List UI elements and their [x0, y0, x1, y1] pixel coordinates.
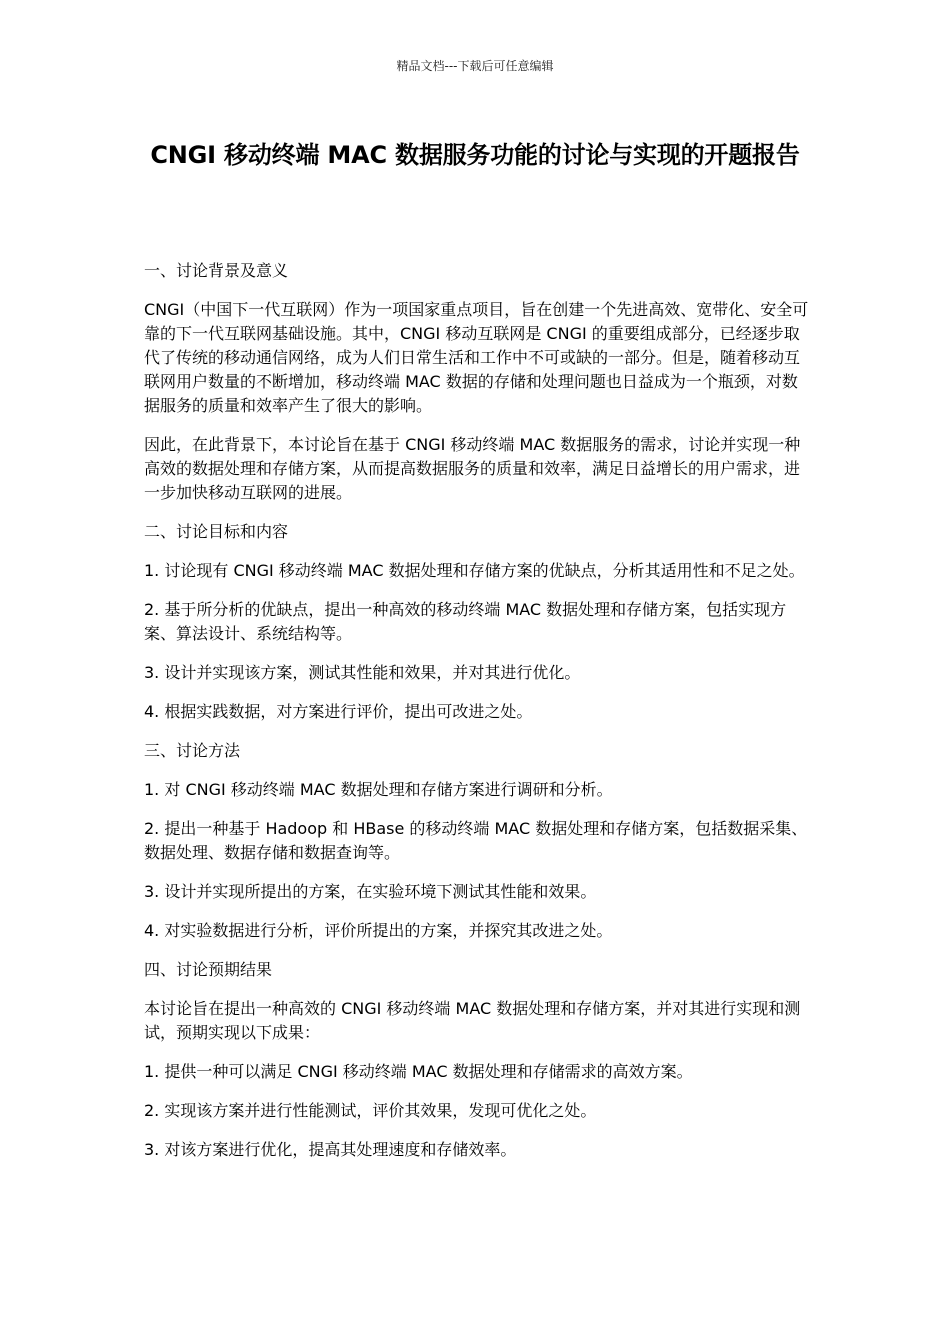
list-item: 4. 对实验数据进行分析，评价所提出的方案，并探究其改进之处。: [144, 921, 613, 940]
section-heading-goals: 二、讨论目标和内容: [144, 522, 289, 541]
paragraph: 因此，在此背景下，本讨论旨在基于 CNGI 移动终端 MAC 数据服务的需求，讨论并实现一种高效的数据处理和存储方案，从而提高数据服务的质量和效率，满足日益增长的用户需求，进一步加快移动互联网的进展。: [144, 435, 801, 502]
list-item: 1. 对 CNGI 移动终端 MAC 数据处理和存储方案进行调研和分析。: [144, 780, 613, 799]
list-item: 3. 设计并实现所提出的方案，在实验环境下测试其性能和效果。: [144, 882, 597, 901]
list-item: 3. 对该方案进行优化，提高其处理速度和存储效率。: [144, 1140, 517, 1159]
section-heading-results: 四、讨论预期结果: [144, 960, 273, 979]
section-heading-background: 一、讨论背景及意义: [144, 261, 289, 280]
list-item: 2. 提出一种基于 Hadoop 和 HBase 的移动终端 MAC 数据处理和存储方案，包括数据采集、数据处理、数据存储和数据查询等。: [144, 819, 808, 862]
list-item: 3. 设计并实现该方案，测试其性能和效果，并对其进行优化。: [144, 663, 581, 682]
paragraph: CNGI（中国下一代互联网）作为一项国家重点项目，旨在创建一个先进高效、宽带化、安全可靠的下一代互联网基础设施。其中，CNGI 移动互联网是 CNGI 的重要组成部分，已经逐步取代了传统的移动通信网络，成为人们日常生活和工作中不可或缺的一部分。但是，随着移动互联网用户数量的不断增加，移动终端 MAC 数据的存储和处理问题也日益成为一个瓶颈，对数据服务的质量和效率产生了很大的影响。: [144, 300, 809, 415]
page-title: CNGI 移动终端 MAC 数据服务功能的讨论与实现的开题报告: [150, 141, 800, 169]
list-item: 1. 提供一种可以满足 CNGI 移动终端 MAC 数据处理和存储需求的高效方案。: [144, 1062, 693, 1081]
list-item: 4. 根据实践数据，对方案进行评价，提出可改进之处。: [144, 702, 533, 721]
paragraph: 本讨论旨在提出一种高效的 CNGI 移动终端 MAC 数据处理和存储方案，并对其进行实现和测试，预期实现以下成果：: [144, 999, 801, 1042]
list-item: 2. 基于所分析的优缺点，提出一种高效的移动终端 MAC 数据处理和存储方案，包括实现方案、算法设计、系统结构等。: [144, 600, 787, 643]
list-item: 2. 实现该方案并进行性能测试，评价其效果，发现可优化之处。: [144, 1101, 597, 1120]
section-heading-methods: 三、讨论方法: [144, 741, 241, 760]
header-note: 精品文档---下载后可任意编辑: [396, 59, 554, 73]
list-item: 1. 讨论现有 CNGI 移动终端 MAC 数据处理和存储方案的优缺点，分析其适用性和不足之处。: [144, 561, 805, 580]
document-body: [144, 259, 812, 1177]
